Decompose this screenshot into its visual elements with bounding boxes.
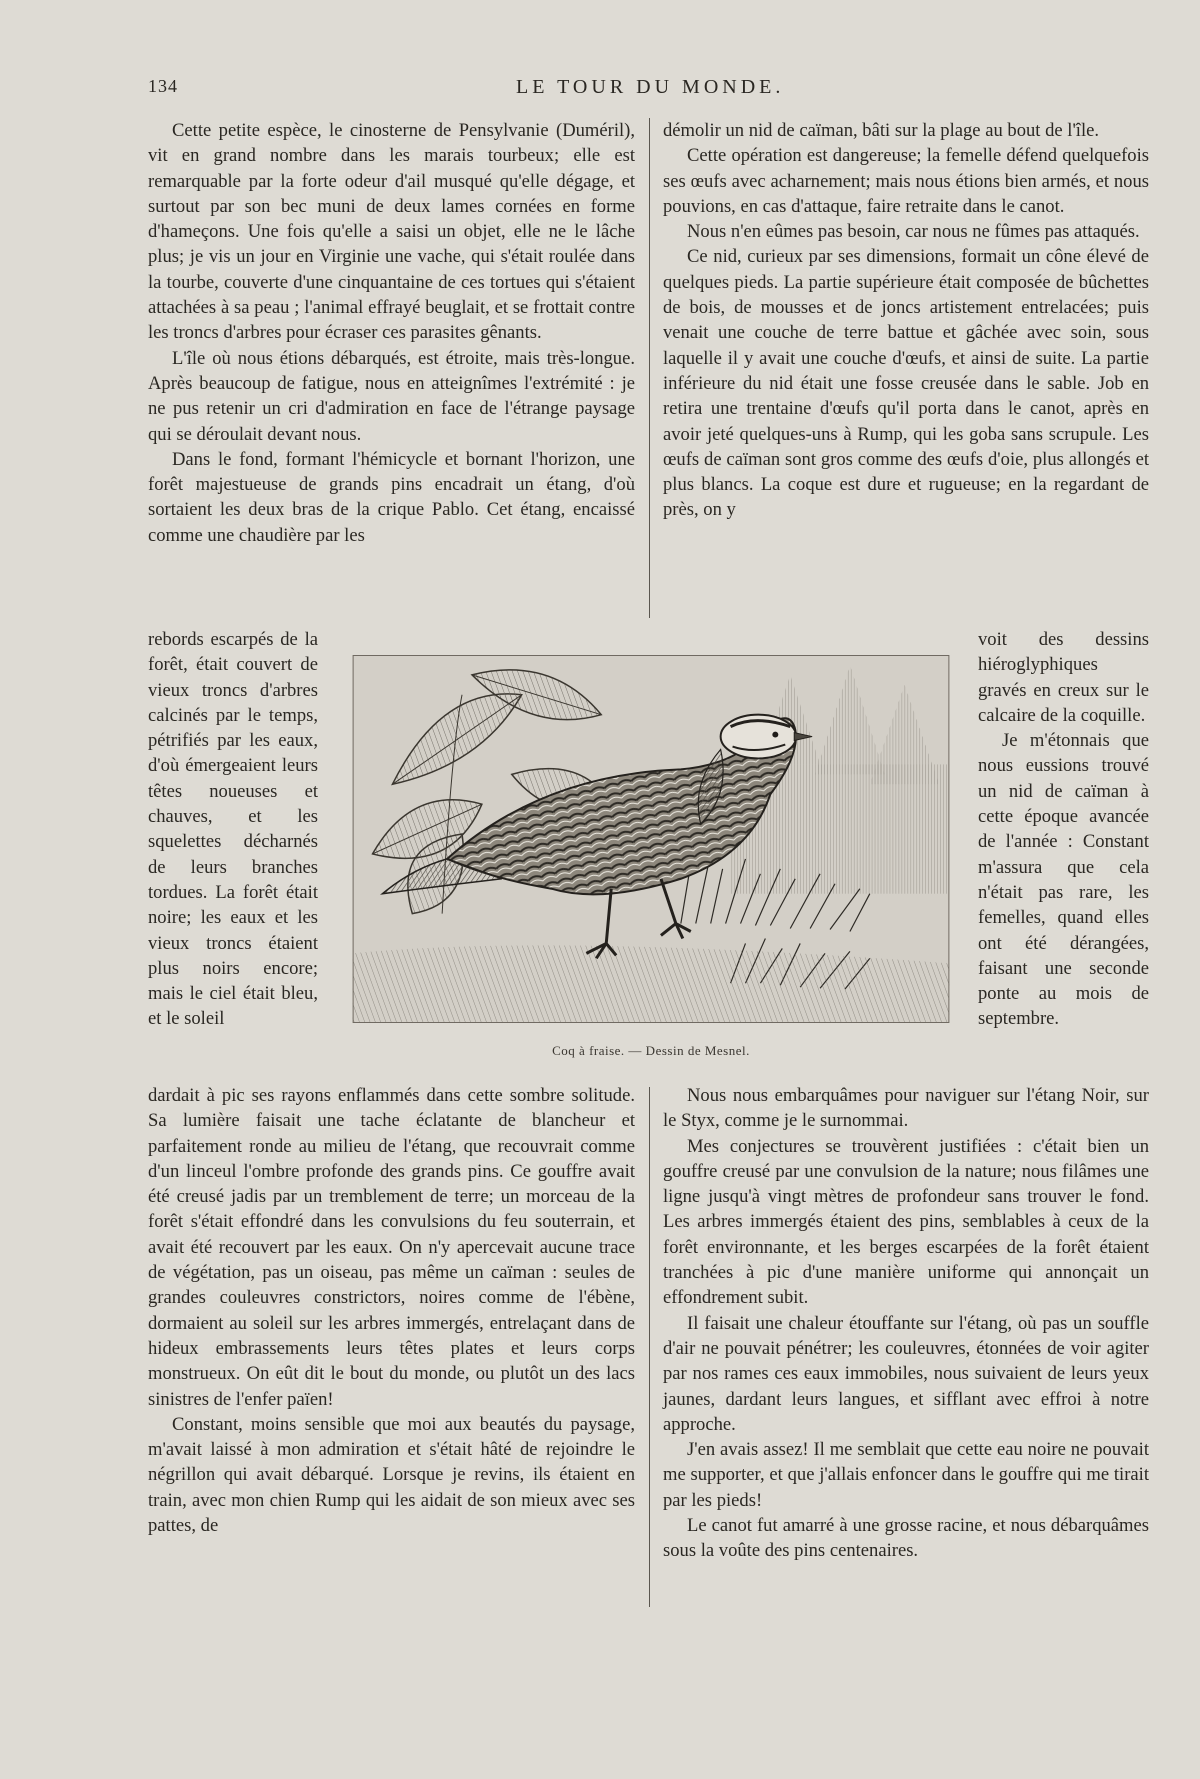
right-column-bottom (663, 1083, 1149, 1564)
paragraph: démolir un nid de caïman, bâti sur la plage au bout de l'île. (663, 120, 1100, 141)
paragraph: Le canot fut amarré à une grosse racine, et nous débarquâmes sous la voûte des pins centenaires. (663, 1515, 1149, 1562)
paragraph: L'île où nous étions débarqués, est étroite, mais très-longue. Après beaucoup de fatigue, nous en atteignîmes l'extrémité : je ne pus retenir un cri d'admiration en face de l'étrange paysage qui se déroulait devant nous. (148, 347, 635, 445)
paragraph: Ce nid, curieux par ses dimensions, formait un cône élevé de quelques pieds. La partie supérieure était composée de bûchettes de bois, de mousses et de joncs artistement entrelacées; puis venait une couche de terre battue et gâchée avec soin, sous laquelle il y avait une couche d'œufs, et ainsi de suite. La partie inférieure du nid était une fosse creusée dans le sable. Job en retira une trentaine d'œufs qu'il porta dans le canot, après en avoir jeté quelques-uns à Rump, qui les goba sans scrupule. Les œufs de caïman sont gros comme des œufs d'oie, plus allongés et plus blancs. La coque est dure et rugueuse; en la regardant de près, on y (663, 246, 1149, 521)
left-column-wrap (148, 627, 318, 1032)
right-column-wrap (978, 627, 1149, 1032)
paragraph: Dans le fond, formant l'hémicycle et bornant l'horizon, une forêt majestueuse de grands pins encadrait un étang, d'où sortaient les deux bras de la crique Pablo. Cet étang, encaissé comme une chaudière par les (148, 448, 635, 546)
paragraph: voit des dessins hiéroglyphiques gravés en creux sur le calcaire de la coquille. (978, 629, 1149, 726)
paragraph: Nous n'en eûmes pas besoin, car nous ne fûmes pas attaqués. (687, 221, 1140, 243)
figure-caption: Coq à fraise. — Dessin de Mesnel. (552, 1043, 750, 1058)
column-rule-top (649, 118, 650, 618)
paragraph: Il faisait une chaleur étouffante sur l'étang, où pas un souffle d'air ne pouvait pénétrer; les couleuvres, étonnées de voir agiter par nos rames ces eaux immobiles, nous suivaient de leurs yeux jaunes, dardant leurs langues, et sifflant avec effroi à notre approche. (663, 1312, 1149, 1435)
paragraph: Cette opération est dangereuse; la femelle défend quelquefois ses œufs avec acharnement; mais nous étions bien armés, et nous pouvions, en cas d'attaque, faire retraite dans le canot. (663, 145, 1149, 217)
paragraph: J'en avais assez! Il me semblait que cette eau noire ne pouvait me supporter, et que j'allais enfoncer dans le gouffre qui me tirait par les pieds! (663, 1439, 1149, 1511)
page-header (148, 76, 1148, 106)
paragraph: Cette petite espèce, le cinosterne de Pensylvanie (Duméril), vit en grand nombre dans les marais tourbeux; elle est remarquable par la forte odeur d'ail musqué qu'elle dégage, et surtout par son bec muni de deux lames cornées en forme d'hameçons. Une fois qu'elle a saisi un objet, elle ne le lâche plus; je vis un jour en Virginie une vache, qui s'était roulée dans la tourbe, couverte d'une cinquantaine de ces tortues qui s'étaient attachées à sa peau ; l'animal effrayé beuglait, et se frottait contre les troncs d'arbres pour écraser ces parasites gênants. (148, 120, 635, 344)
left-column-top (148, 118, 635, 548)
paragraph: Nous nous embarquâmes pour naviguer sur l'étang Noir, sur le Styx, comme je le surnommai. (663, 1085, 1149, 1132)
paragraph: dardait à pic ses rayons enflammés dans cette sombre solitude. Sa lumière faisait une tache éclatante de blancheur et parfaitement ronde au milieu de l'étang, que recouvrait comme d'un linceul l'ombre profonde des grands pins. Ce gouffre avait été creusé jadis par un tremblement de terre; un morceau de la forêt s'était effondré dans les convulsions du feu souterrain, et avait été recouvert par les eaux. On n'y apercevait aucune trace de végétation, pas un oiseau, pas même un caïman : seules de grandes couleuvres constrictors, noires comme de l'ébène, dormaient au soleil sur les arbres immergés, entrelaçant dans de hideux embrassements leurs têtes plates et leurs corps monstrueux. On eût dit le bout du monde, ou plutôt un des lacs sinistres de l'enfer païen! (148, 1085, 635, 1410)
left-column-bottom (148, 1083, 635, 1538)
grouse-engraving (352, 655, 950, 1023)
paragraph: rebords escarpés de la forêt, était couvert de vieux troncs d'arbres calcinés par le temps, pétrifiés par les eaux, d'où émergeaient leurs têtes noueuses et chauves, et les squelettes décharnés de leurs branches tordues. La forêt était noire; les eaux et les vieux troncs étaient plus noirs encore; mais le ciel était bleu, et le soleil (148, 629, 318, 1030)
paragraph: Je m'étonnais que nous eussions trouvé un nid de caïman à cette époque avancée de l'année : Constant m'assura que cela n'était pas rare, les femelles, quand elles ont été dérangées, faisant une seconde ponte au mois de septembre. (978, 730, 1149, 1030)
page-number: 134 (148, 76, 178, 96)
running-title: LE TOUR DU MONDE. (516, 76, 785, 98)
paragraph: Constant, moins sensible que moi aux beautés du paysage, m'avait laissé à mon admiration et s'était hâté de rejoindre le négrillon qui avait débarqué. Lorsque je revins, ils étaient en train, avec mon chien Rump qui les aidait de son mieux avec ses pattes, de (148, 1413, 635, 1537)
paragraph: Mes conjectures se trouvèrent justifiées : c'était bien un gouffre creusé par une convulsion de la nature; nous filâmes une ligne jusqu'à vingt mètres de profondeur sans trouver le fond. Les arbres immergés étaient des pins, semblables à ceux de la forêt environnante, et les berges escarpées de la forêt étaient tranchées à pic d'une manière uniforme qui annonçait un effondrement subit. (663, 1135, 1149, 1309)
column-rule-bottom (649, 1087, 650, 1607)
right-column-top (663, 118, 1149, 523)
